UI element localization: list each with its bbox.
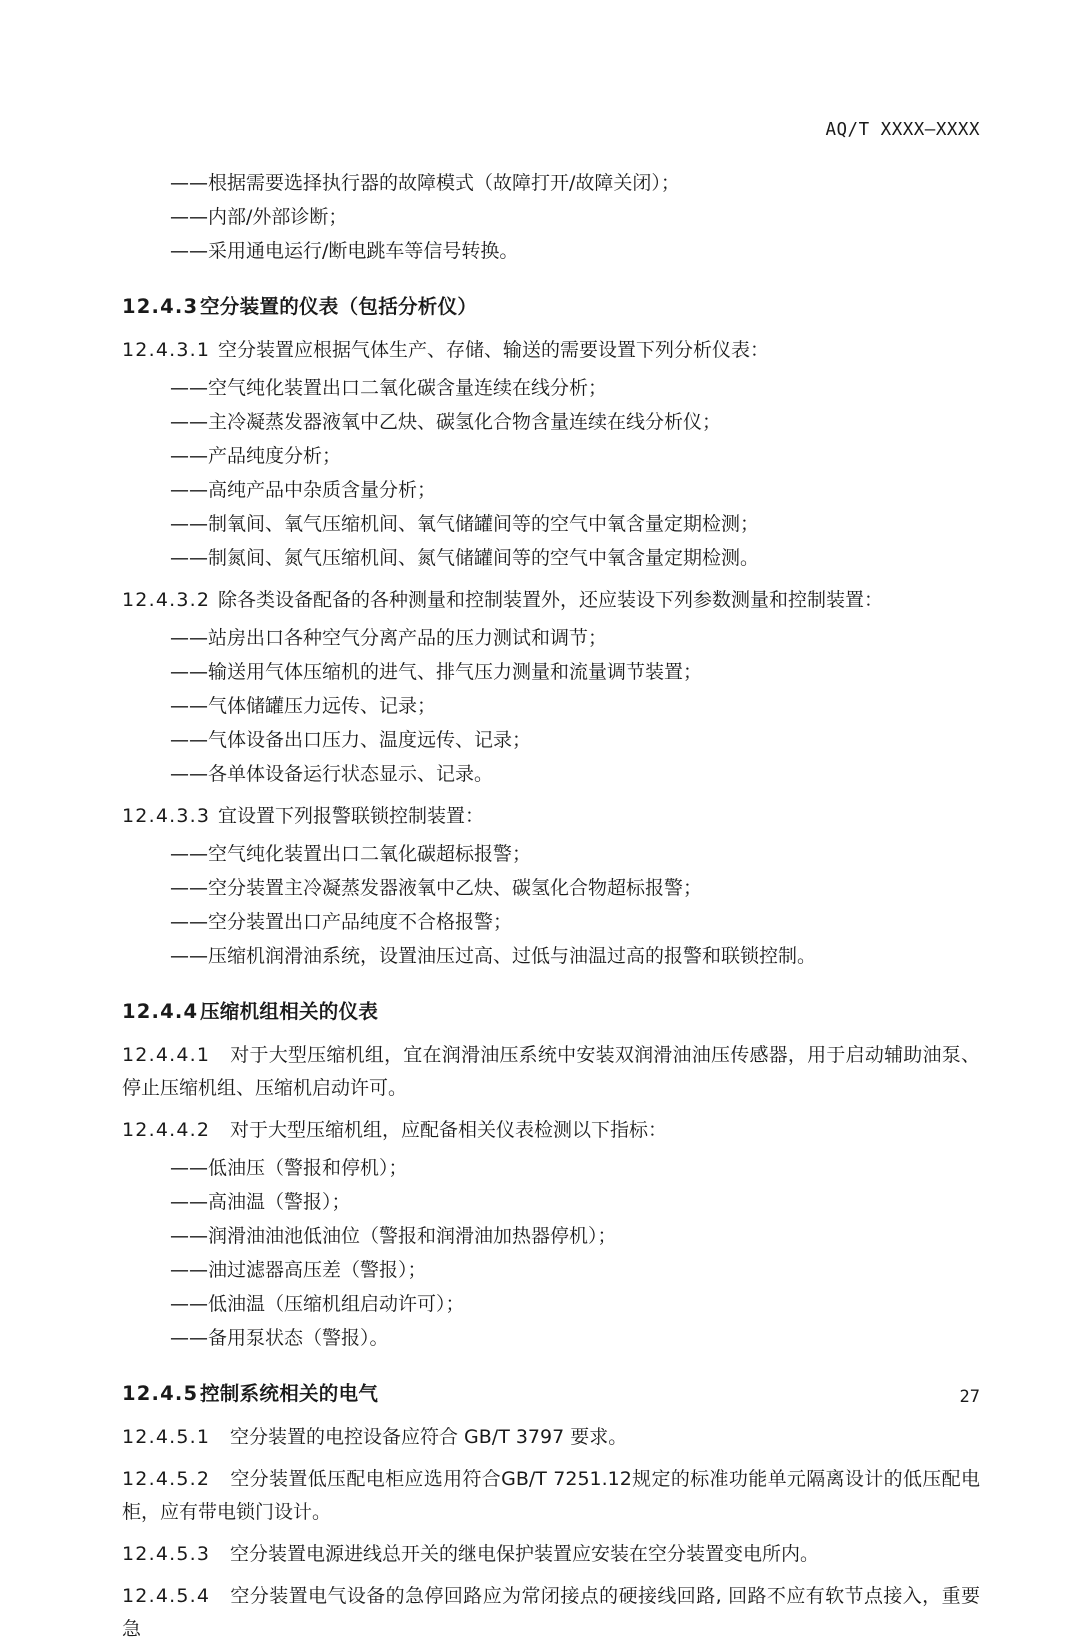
dash-list-12-4-3-3 bbox=[122, 837, 980, 973]
intro-dash-list bbox=[122, 166, 980, 268]
paragraph-text: 空分装置的电控设备应符合 GB/T 3797 要求。 bbox=[230, 1426, 628, 1448]
list-item: ——高油温（警报）； bbox=[170, 1191, 351, 1213]
paragraph-number: 12.4.5.3 bbox=[122, 1543, 211, 1565]
section-title: 空分装置的仪表（包括分析仪） bbox=[200, 295, 478, 318]
paragraph-12-4-3-3 bbox=[122, 800, 980, 833]
paragraph-text: 宜设置下列报警联锁控制装置： bbox=[218, 805, 485, 827]
list-item: ——备用泵状态（警报）。 bbox=[170, 1327, 389, 1349]
dash-list-12-4-3-2 bbox=[122, 621, 980, 791]
paragraph-number: 12.4.4.2 bbox=[122, 1119, 211, 1141]
paragraph-text: 空分装置电气设备的急停回路应为常闭接点的硬接线回路, 回路不应有软节点接入，重要急 bbox=[122, 1585, 980, 1640]
list-item: ——制氧间、氧气压缩机间、氧气储罐间等的空气中氧含量定期检测； bbox=[170, 513, 760, 535]
dash-list-12-4-4-2 bbox=[122, 1151, 980, 1355]
section-title: 压缩机组相关的仪表 bbox=[200, 1000, 379, 1023]
paragraph-12-4-5-2 bbox=[122, 1463, 980, 1529]
list-item: ——低油温（压缩机组启动许可）； bbox=[170, 1293, 465, 1315]
paragraph-12-4-4-1 bbox=[122, 1039, 980, 1105]
paragraph-number: 12.4.3.3 bbox=[122, 805, 211, 827]
list-item: ——油过滤器高压差（警报）； bbox=[170, 1259, 427, 1281]
list-item: ——产品纯度分析； bbox=[170, 445, 342, 467]
list-item: ——各单体设备运行状态显示、记录。 bbox=[170, 763, 494, 785]
paragraph-number: 12.4.3.2 bbox=[122, 589, 211, 611]
list-item: ——内部/外部诊断； bbox=[170, 206, 348, 228]
section-number: 12.4.5 bbox=[122, 1382, 199, 1405]
paragraph-text: 空分装置电源进线总开关的继电保护装置应安装在空分装置变电所内。 bbox=[230, 1543, 820, 1565]
list-item: ——高纯产品中杂质含量分析； bbox=[170, 479, 437, 501]
list-item: ——站房出口各种空气分离产品的压力测试和调节； bbox=[170, 627, 608, 649]
page-number: 27 bbox=[959, 1387, 980, 1407]
paragraph-12-4-3-1 bbox=[122, 334, 980, 367]
list-item: ——制氮间、氮气压缩机间、氮气储罐间等的空气中氧含量定期检测。 bbox=[170, 547, 760, 569]
paragraph-text: 除各类设备配备的各种测量和控制装置外，还应装设下列参数测量和控制装置： bbox=[218, 589, 884, 611]
paragraph-12-4-5-3 bbox=[122, 1538, 980, 1571]
paragraph-text: 空分装置低压配电柜应选用符合GB/T 7251.12规定的标准功能单元隔离设计的低压配电柜，应有带电锁门设计。 bbox=[122, 1468, 980, 1523]
list-item: ——空气纯化装置出口二氧化碳超标报警； bbox=[170, 843, 532, 865]
list-item: ——压缩机润滑油系统，设置油压过高、过低与油温过高的报警和联锁控制。 bbox=[170, 945, 817, 967]
paragraph-number: 12.4.5.2 bbox=[122, 1468, 211, 1490]
page-header: AQ/T XXXX—XXXX bbox=[825, 120, 980, 140]
paragraph-text: 对于大型压缩机组，应配备相关仪表检测以下指标： bbox=[230, 1119, 668, 1141]
section-number: 12.4.4 bbox=[122, 1000, 199, 1023]
paragraph-number: 12.4.5.4 bbox=[122, 1585, 211, 1607]
paragraph-number: 12.4.4.1 bbox=[122, 1044, 211, 1066]
section-heading-12-4-4 bbox=[122, 995, 980, 1029]
paragraph-number: 12.4.3.1 bbox=[122, 339, 211, 361]
list-item: ——空分装置主冷凝蒸发器液氧中乙炔、碳氢化合物超标报警； bbox=[170, 877, 703, 899]
section-heading-12-4-5 bbox=[122, 1377, 980, 1411]
list-item: ——根据需要选择执行器的故障模式（故障打开/故障关闭）； bbox=[170, 172, 680, 194]
paragraph-12-4-3-2 bbox=[122, 584, 980, 617]
list-item: ——低油压（警报和停机）； bbox=[170, 1157, 408, 1179]
section-title: 控制系统相关的电气 bbox=[200, 1382, 379, 1405]
paragraph-12-4-5-4 bbox=[122, 1580, 980, 1646]
list-item: ——空分装置出口产品纯度不合格报警； bbox=[170, 911, 513, 933]
section-heading-12-4-3 bbox=[122, 290, 980, 324]
page-content bbox=[122, 120, 980, 1650]
dash-list-12-4-3-1 bbox=[122, 371, 980, 575]
list-item: ——气体设备出口压力、温度远传、记录； bbox=[170, 729, 532, 751]
paragraph-12-4-5-1 bbox=[122, 1421, 980, 1454]
paragraph-text: 空分装置应根据气体生产、存储、输送的需要设置下列分析仪表： bbox=[218, 339, 770, 361]
paragraph-text: 对于大型压缩机组，宜在润滑油压系统中安装双润滑油油压传感器，用于启动辅助油泵、停止压缩机组、压缩机启动许可。 bbox=[122, 1044, 980, 1099]
list-item: ——空气纯化装置出口二氧化碳含量连续在线分析； bbox=[170, 377, 608, 399]
list-item: ——主冷凝蒸发器液氧中乙炔、碳氢化合物含量连续在线分析仪； bbox=[170, 411, 722, 433]
list-item: ——输送用气体压缩机的进气、排气压力测量和流量调节装置； bbox=[170, 661, 703, 683]
paragraph-number: 12.4.5.1 bbox=[122, 1426, 211, 1448]
list-item: ——气体储罐压力远传、记录； bbox=[170, 695, 437, 717]
list-item: ——采用通电运行/断电跳车等信号转换。 bbox=[170, 240, 519, 262]
list-item: ——润滑油油池低油位（警报和润滑油加热器停机）； bbox=[170, 1225, 617, 1247]
paragraph-12-4-4-2 bbox=[122, 1114, 980, 1147]
section-number: 12.4.3 bbox=[122, 295, 199, 318]
